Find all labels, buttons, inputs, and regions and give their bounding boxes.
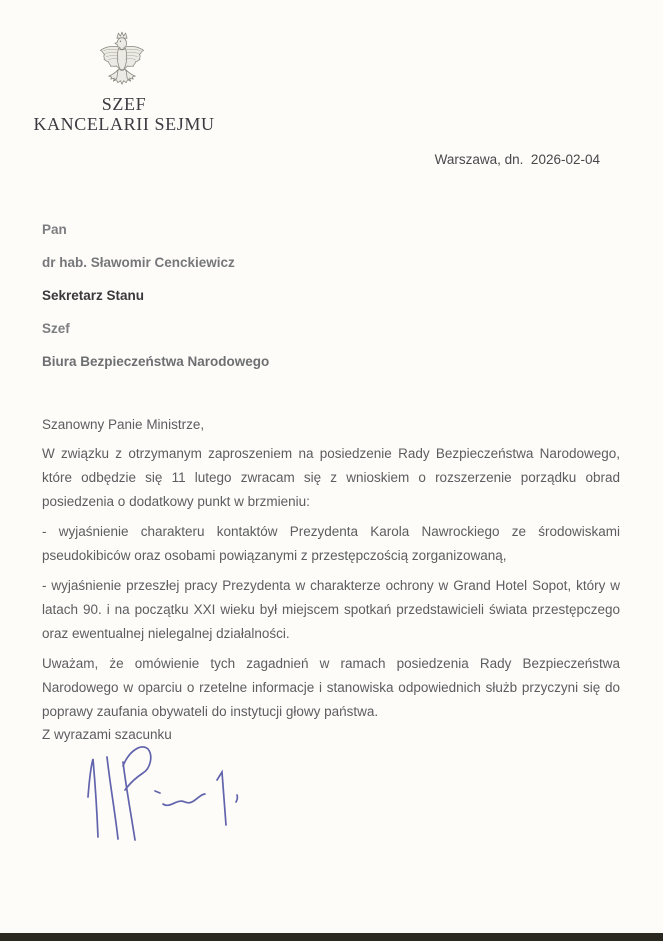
dateline: Warszawa, dn. 2026-02-04 [434, 152, 600, 167]
recipient-line-name: dr hab. Sławomir Cenckiewicz [42, 255, 235, 270]
recipient-line-office: Biura Bezpieczeństwa Narodowego [42, 354, 270, 369]
paragraph-request: W związku z otrzymanym zaproszeniem na posiedzenie Rady Bezpieczeństwa Narodowego, które odbędzie się 11 lutego zwracam się z wnioskiem o rozszerzenie porządku obrad posiedzenia o dodatkowy punkt w brzmieniu: [42, 446, 620, 509]
recipient-block [42, 213, 442, 378]
letterhead-title-line1: SZEF [101, 94, 147, 114]
paragraph-point-1: - wyjaśnienie charakteru kontaktów Prezydenta Karola Nawrockiego ze środowiskami pseudokibiców oraz osobami powiązanymi z przestępczością zorganizowaną, [42, 524, 620, 563]
polish-eagle-emblem [96, 30, 148, 94]
salutation: Szanowny Panie Ministrze, [42, 417, 205, 432]
scan-edge-bar [0, 933, 663, 941]
letterhead-title-line2: KANCELARII SEJMU [33, 113, 215, 134]
letter-body [42, 442, 620, 730]
handwritten-signature-ink-icon [55, 742, 255, 852]
recipient-line-role: Szef [42, 321, 70, 336]
paragraph-justification: Uważam, że omówienie tych zagadnień w ramach posiedzenia Rady Bezpieczeństwa Narodowego w oparciu o rzetelne informacje i stanowiska odpowiednich służb przyczyni się do poprawy zaufania obywateli do instytucji głowy państwa. [42, 656, 620, 719]
paragraph-point-2: - wyjaśnienie przeszłej pracy Prezydenta w charakterze ochrony w Grand Hotel Sopot, który w latach 90. i na początku XXI wieku był miejscem spotkań przedstawicieli świata przestępczego oraz ewentualnej nielegalnej działalności. [42, 578, 620, 641]
recipient-line-title: Sekretarz Stanu [42, 288, 145, 303]
closing: Z wyrazami szacunku [42, 727, 172, 742]
letterhead [24, 95, 224, 134]
recipient-line-pan: Pan [42, 222, 67, 237]
